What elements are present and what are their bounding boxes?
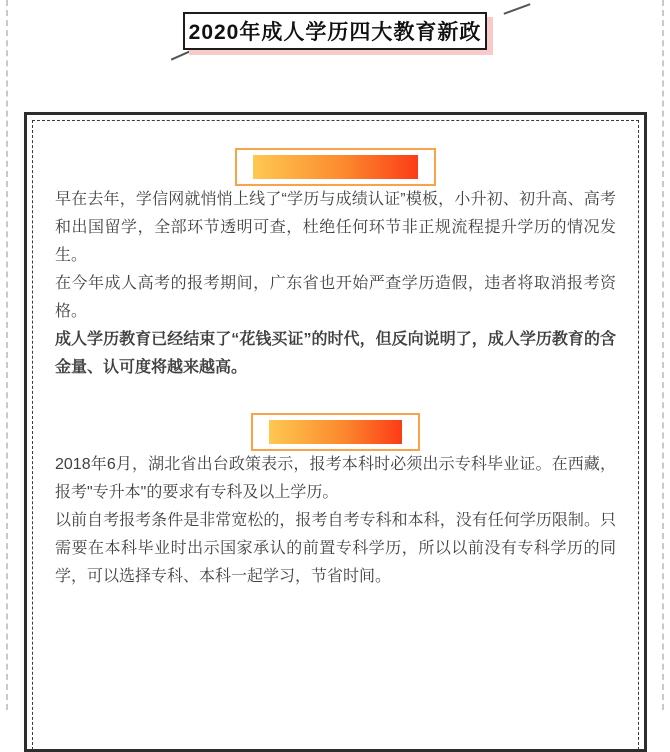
decorative-slash-top-right bbox=[504, 3, 531, 14]
highlight-paragraph: 成人学历教育已经结束了“花钱买证”的时代，但反向说明了，成人学历教育的含金量、认可度将越来越高。 bbox=[55, 331, 616, 376]
article-content bbox=[27, 115, 644, 591]
paragraph-3: 2018年6月，湖北省出台政策表示，报考本科时必须出示专科毕业证。在西藏，报考"专升本"的要求有专科及以上学历。 bbox=[55, 456, 616, 501]
paragraph-4: 以前自考报考条件是非常宽松的，报考自考专科和本科，没有任何学历限制。只需要在本科毕业时出示国家承认的前置专科学历，所以以前没有专科学历的同学，可以选择专科、本科一起学习，节省时间。 bbox=[55, 512, 616, 585]
gradient-bar-1 bbox=[253, 155, 418, 179]
article-title: 2020年成人学历四大教育新政 bbox=[188, 21, 482, 44]
gradient-divider-2 bbox=[251, 413, 420, 451]
paragraph-1: 早在去年，学信网就悄悄上线了“学历与成绩认证”模板，小升初、初升高、高考和出国留学，全部环节透明可查，杜绝任何环节非正规流程提升学历的情况发生。 bbox=[55, 191, 616, 264]
paragraph-2: 在今年成人高考的报考期间，广东省也开始严查学历造假，违者将取消报考资格。 bbox=[55, 275, 616, 320]
article-content-box bbox=[24, 112, 647, 752]
gradient-divider-1 bbox=[235, 148, 436, 186]
gradient-bar-2 bbox=[269, 420, 402, 444]
article-title-banner bbox=[183, 12, 487, 50]
left-dashed-rule bbox=[6, 0, 8, 710]
right-dashed-rule bbox=[662, 0, 664, 710]
